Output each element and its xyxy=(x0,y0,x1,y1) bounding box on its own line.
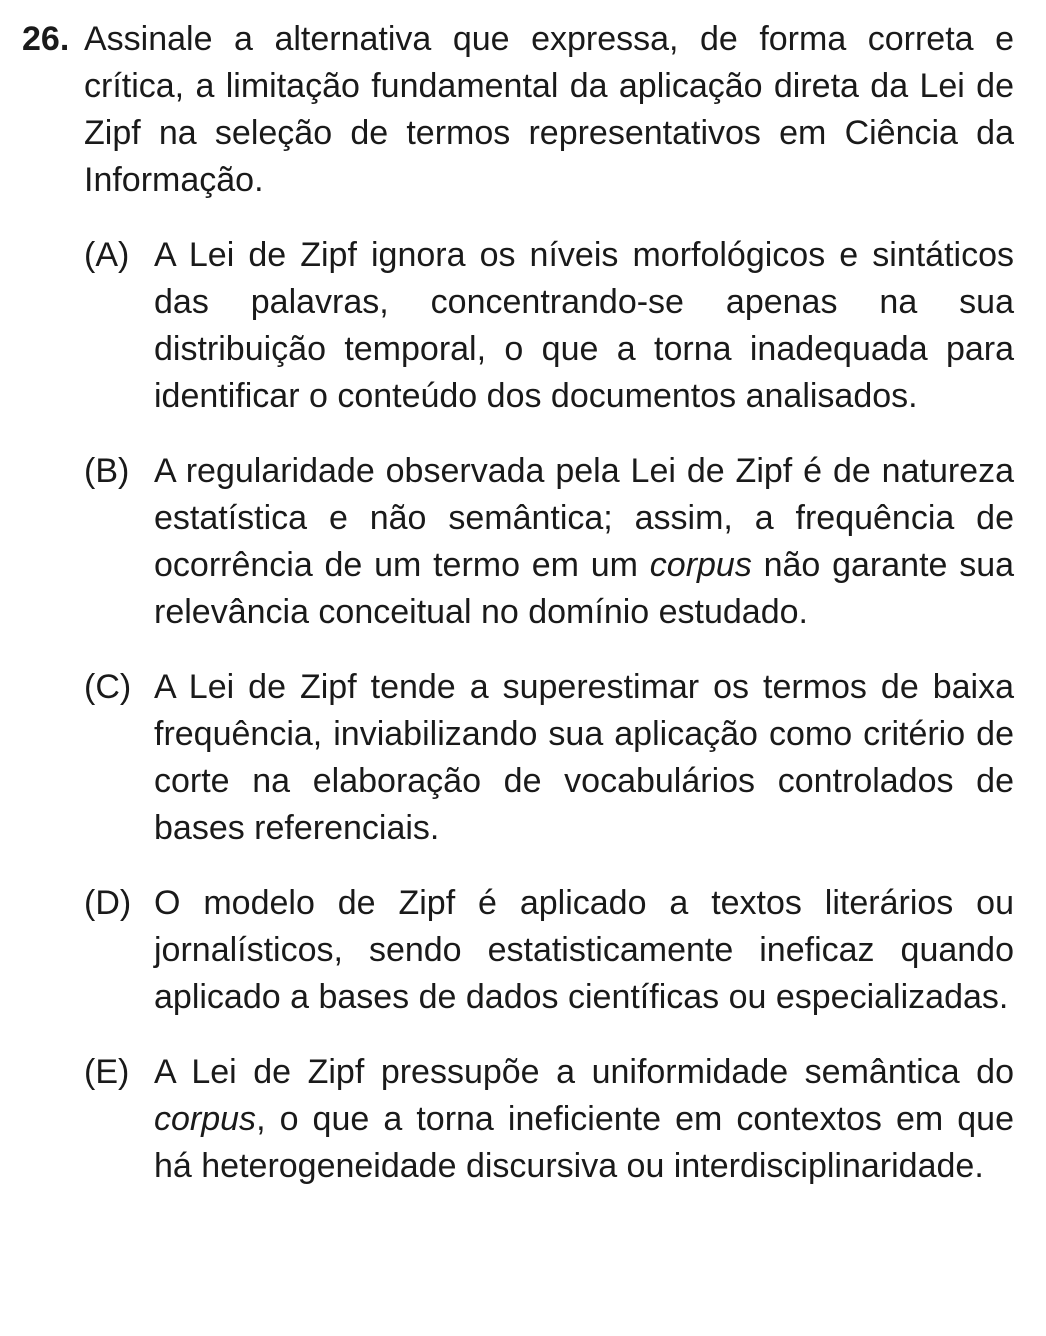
question-header xyxy=(22,16,1014,204)
option-e[interactable] xyxy=(84,1049,1014,1190)
option-c[interactable] xyxy=(84,664,1014,852)
option-e-text: A Lei de Zipf pressupõe a uniformidade semântica do corpus, o que a torna ineficiente em contextos em que há heterogeneidade discursiva ou interdisciplinaridade. xyxy=(154,1053,1014,1185)
question-statement: Assinale a alternativa que expressa, de forma correta e crítica, a limitação fundamental da aplicação direta da Lei de Zipf na seleção de termos representativos em Ciência da Informação. xyxy=(84,20,1014,199)
italic-term: corpus xyxy=(154,1100,257,1138)
option-b-letter: (B) xyxy=(84,452,130,490)
option-d-text: O modelo de Zipf é aplicado a textos literários ou jornalísticos, sendo estatisticamente ineficaz quando aplicado a bases de dados científicas ou especializadas. xyxy=(154,884,1014,1016)
option-a[interactable] xyxy=(84,232,1014,420)
option-b[interactable] xyxy=(84,448,1014,636)
option-a-text: A Lei de Zipf ignora os níveis morfológicos e sintáticos das palavras, concentrando-se apenas na sua distribuição temporal, o que a torna inadequada para identificar o conteúdo dos documentos analisados. xyxy=(154,236,1014,415)
option-a-letter: (A) xyxy=(84,236,130,274)
option-e-letter: (E) xyxy=(84,1053,130,1091)
option-b-text: A regularidade observada pela Lei de Zipf é de natureza estatística e não semântica; assim, a frequência de ocorrência de um termo em um corpus não garante sua relevância conceitual no domínio estudado. xyxy=(154,452,1015,631)
answer-options xyxy=(84,232,1014,1190)
option-c-letter: (C) xyxy=(84,668,132,706)
question-number: 26. xyxy=(22,20,70,58)
italic-term: corpus xyxy=(649,546,752,584)
option-c-text: A Lei de Zipf tende a superestimar os termos de baixa frequência, inviabilizando sua aplicação como critério de corte na elaboração de vocabulários controlados de bases referenciais. xyxy=(154,668,1014,847)
question-26 xyxy=(22,16,1014,1218)
option-d-letter: (D) xyxy=(84,884,132,922)
option-d[interactable] xyxy=(84,880,1014,1021)
